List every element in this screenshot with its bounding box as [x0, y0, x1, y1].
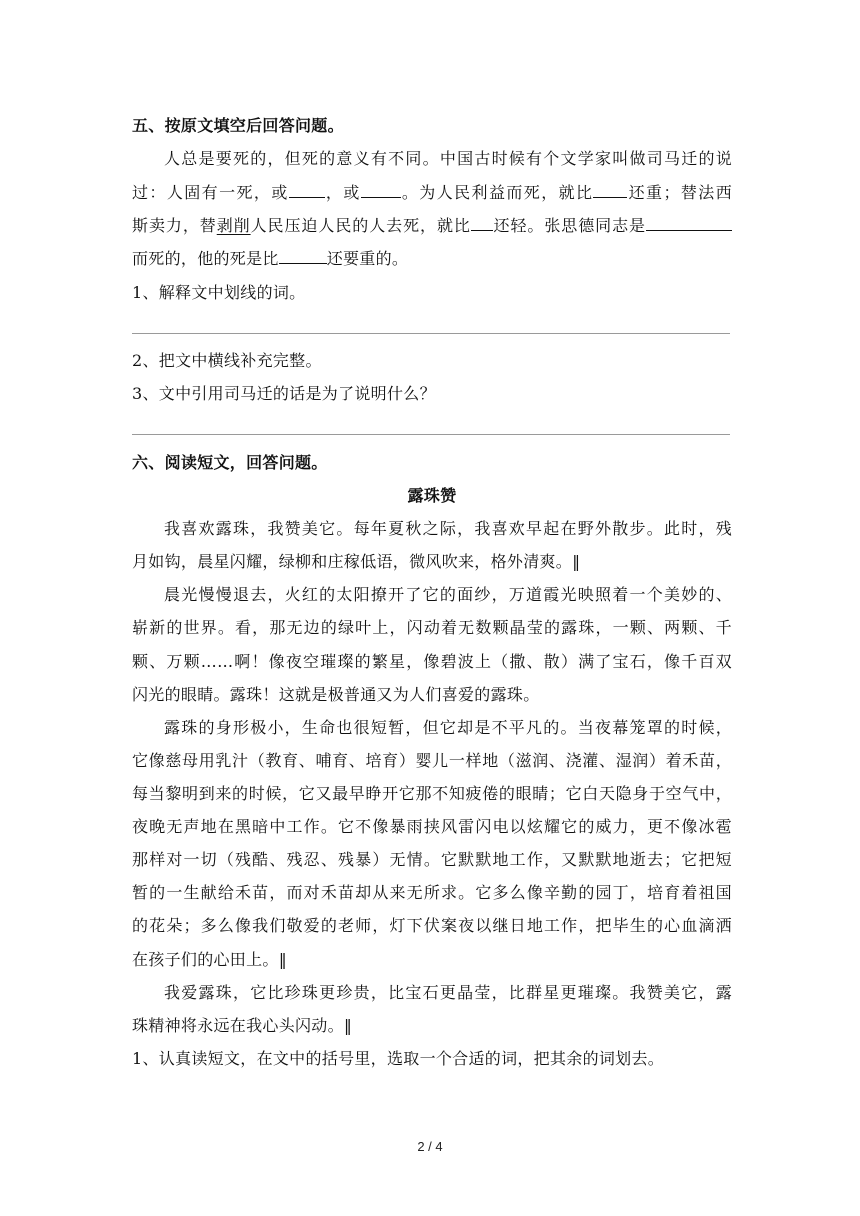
article-line: 崭新的世界。看，那无边的绿叶上，闪动着无数颗晶莹的露珠，一颗、两颗、千 — [132, 618, 732, 637]
article-line: 它像慈母用乳汁（教育、哺育、培育）婴儿一样地（滋润、浇灌、湿润）着禾苗， — [132, 751, 732, 770]
question-3: 3、文中引用司马迁的话是为了说明什么？ — [132, 384, 436, 403]
question-2: 2、把文中横线补充完整。 — [132, 351, 322, 370]
article-line: 那样对一切（残酷、残忍、残暴）无情。它默默地工作，又默默地逝去；它把短 — [132, 850, 732, 869]
article-line: 颗、万颗……啊！像夜空璀璨的繁星，像碧波上（撒、散）满了宝石，像千百双 — [132, 652, 732, 671]
fill-blank[interactable] — [471, 215, 493, 231]
article-line: 月如钩，晨星闪耀，绿柳和庄稼低语，微风吹来，格外清爽。‖ — [132, 552, 581, 571]
underlined-word: 剥削 — [216, 216, 251, 235]
article-line: 在孩子们的心田上。‖ — [132, 950, 288, 969]
article-line: 晨光慢慢退去，火红的太阳撩开了它的面纱，万道霞光映照着一个美妙的、 — [164, 585, 732, 604]
fill-blank[interactable] — [593, 182, 627, 198]
article-line: 我喜欢露珠，我赞美它。每年夏秋之际，我喜欢早起在野外散步。此时，残 — [164, 519, 732, 538]
article-line: 夜晚无声地在黑暗中工作。它不像暴雨挟风雷闪电以炫耀它的威力，更不像冰雹 — [132, 817, 732, 836]
article-line: 我爱露珠，它比珍珠更珍贵，比宝石更晶莹，比群星更璀璨。我赞美它，露 — [164, 983, 732, 1002]
section-6-heading: 六、阅读短文，回答问题。 — [132, 453, 328, 472]
article-line: 珠精神将永远在我心头闪动。‖ — [132, 1016, 353, 1035]
article-line: 的花朵；多么像我们敬爱的老师，灯下伏案夜以继日地工作，把毕生的心血滴洒 — [132, 916, 732, 935]
question-1: 1、认真读短文，在文中的括号里，选取一个合适的词，把其余的词划去。 — [132, 1049, 665, 1068]
passage-line-with-blanks: 斯卖力，替剥削人民压迫人民的人去死，就比 还轻。张思德同志是 — [132, 215, 732, 236]
answer-line[interactable] — [132, 434, 730, 435]
article-line: 露珠的身形极小，生命也很短暂，但它却是不平凡的。当夜幕笼罩的时候， — [164, 718, 732, 737]
fill-blank[interactable] — [279, 248, 327, 264]
passage-line: 人总是要死的，但死的意义有不同。中国古时候有个文学家叫做司马迁的说 — [164, 149, 732, 168]
fill-blank[interactable] — [646, 215, 732, 231]
section-5-heading: 五、按原文填空后回答问题。 — [132, 116, 344, 135]
article-title: 露珠赞 — [407, 486, 457, 505]
article-line: 每当黎明到来的时候，它又最早睁开它那不知疲倦的眼睛；它白天隐身于空气中， — [132, 784, 732, 803]
passage-line-with-blanks: 过：人固有一死，或 ，或 。为人民利益而死，就比 还重；替法西 — [132, 183, 732, 202]
question-1: 1、解释文中划线的词。 — [132, 283, 306, 302]
fill-blank[interactable] — [361, 182, 401, 198]
page-number: 2 / 4 — [417, 1139, 443, 1154]
article-line: 暂的一生献给禾苗，而对禾苗却从来无所求。它多么像辛勤的园丁，培育着祖国 — [132, 883, 732, 902]
passage-line-with-blanks: 而死的，他的死是比 还要重的。 — [132, 249, 409, 268]
fill-blank[interactable] — [289, 182, 325, 198]
article-line: 闪光的眼睛。露珠！这就是极普通又为人们喜爱的露珠。 — [132, 685, 540, 704]
answer-line[interactable] — [132, 333, 730, 334]
